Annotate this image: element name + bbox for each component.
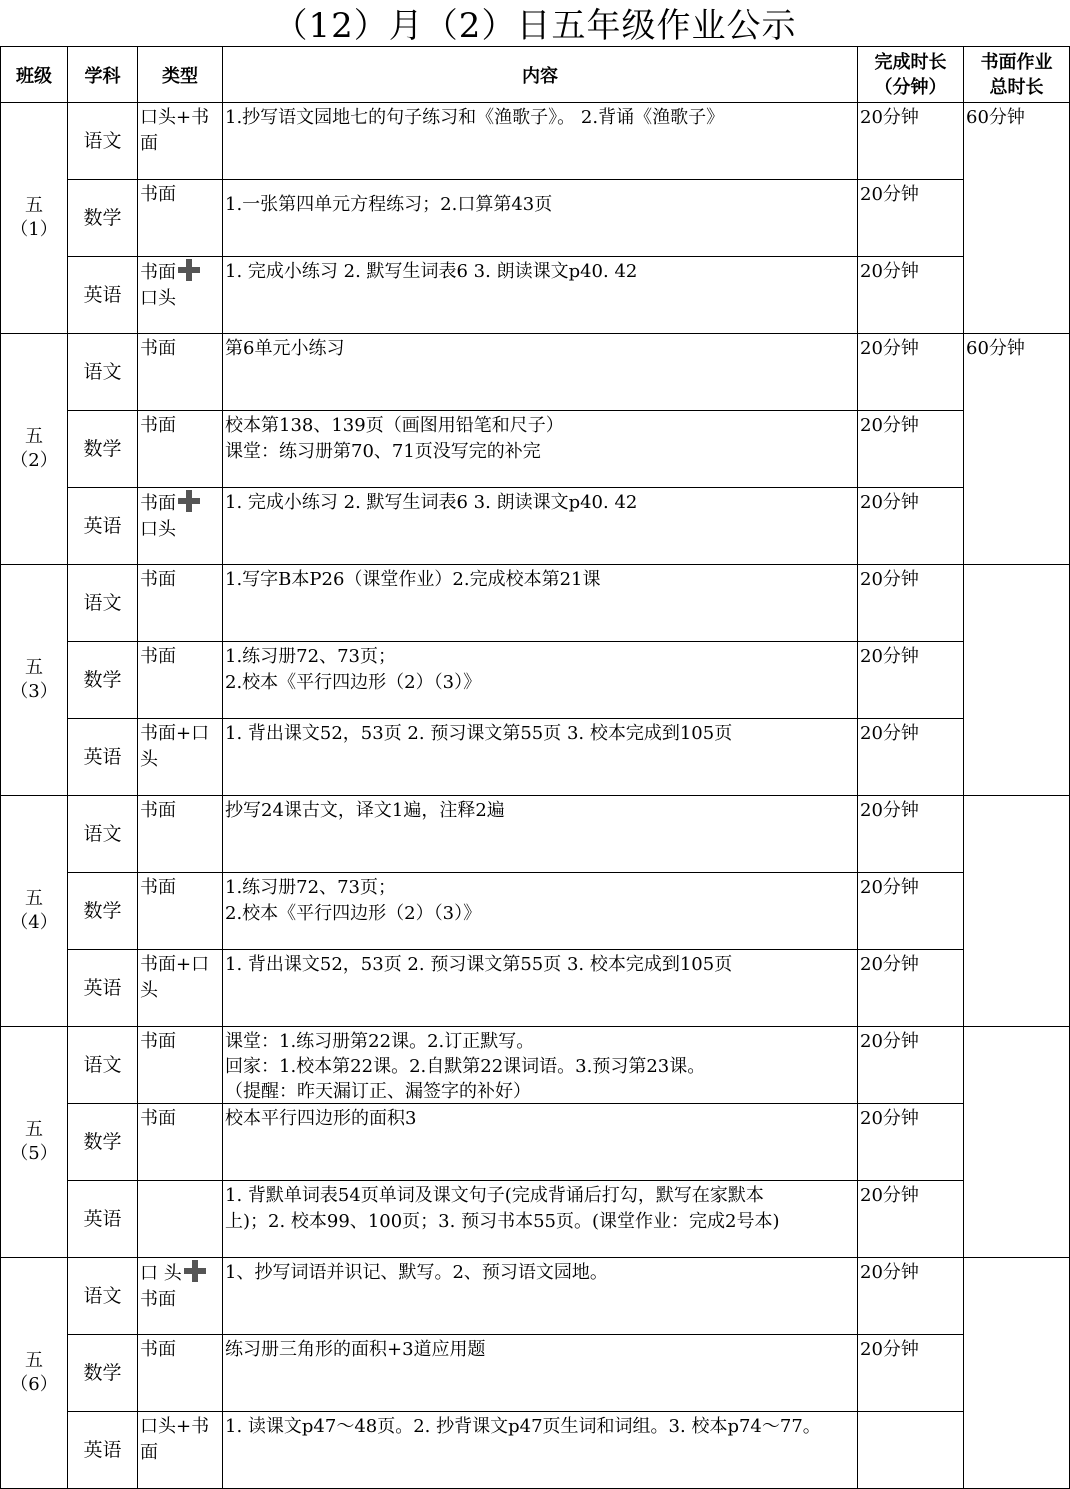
content-line: 1、抄写词语并识记、默写。2、预习语文园地。 <box>225 1262 608 1283</box>
time-cell: 20分钟 <box>858 1027 964 1104</box>
table-row <box>1 1104 1070 1181</box>
class-number: （6） <box>10 1374 58 1395</box>
content-cell <box>223 950 858 1027</box>
subject-cell: 数学 <box>68 180 138 257</box>
header-total-l1: 书面作业 <box>980 51 1053 73</box>
subject-cell: 英语 <box>68 1412 138 1489</box>
table-row <box>1 411 1070 488</box>
type-cell: 书面 <box>138 1104 223 1181</box>
subject-cell: 英语 <box>68 257 138 334</box>
type-cell: 口头+书面 <box>138 1412 223 1489</box>
type-label: 书面 <box>140 493 176 514</box>
content-line: 1. 完成小练习 2. 默写生词表6 3. 朗读课文p40. 42 <box>225 261 638 282</box>
table-row <box>1 180 1070 257</box>
class-cell <box>1 1027 68 1258</box>
time-cell: 20分钟 <box>858 565 964 642</box>
time-cell: 20分钟 <box>858 873 964 950</box>
header-duration <box>858 47 964 103</box>
time-cell: 20分钟 <box>858 1181 964 1258</box>
class-number: （3） <box>10 681 58 702</box>
time-cell: 20分钟 <box>858 257 964 334</box>
table-row <box>1 950 1070 1027</box>
table-row <box>1 873 1070 950</box>
type-cell: 书面 <box>138 1335 223 1412</box>
content-cell <box>223 565 858 642</box>
subject-cell: 语文 <box>68 103 138 180</box>
class-number: （5） <box>10 1143 58 1164</box>
type-cell: 书面 <box>138 180 223 257</box>
class-cell <box>1 796 68 1027</box>
class-name: 五 <box>25 426 43 447</box>
class-number: （2） <box>10 450 58 471</box>
class-cell <box>1 1258 68 1489</box>
table-row <box>1 719 1070 796</box>
type-cell <box>138 1258 223 1335</box>
content-cell <box>223 257 858 334</box>
header-subject: 学科 <box>68 47 138 103</box>
type-cell <box>138 1181 223 1258</box>
content-line: 课堂：练习册第70、71页没写完的补完 <box>225 441 541 462</box>
type-label-2: 书面 <box>140 1289 176 1310</box>
content-line: 1. 完成小练习 2. 默写生词表6 3. 朗读课文p40. 42 <box>225 492 638 513</box>
content-cell <box>223 1335 858 1412</box>
page-title: （12）月（2）日五年级作业公示 <box>273 6 797 46</box>
type-cell <box>138 488 223 565</box>
spacer <box>225 182 855 192</box>
time-cell: 20分钟 <box>858 642 964 719</box>
time-cell: 20分钟 <box>858 950 964 1027</box>
time-cell: 20分钟 <box>858 180 964 257</box>
type-cell: 书面 <box>138 796 223 873</box>
subject-cell: 数学 <box>68 873 138 950</box>
time-cell: 20分钟 <box>858 1335 964 1412</box>
content-line: 1. 背出课文52，53页 2. 预习课文第55页 3. 校本完成到105页 <box>225 954 733 975</box>
total-cell: 60分钟 <box>964 334 1070 565</box>
subject-cell: 语文 <box>68 1027 138 1104</box>
subject-cell: 语文 <box>68 565 138 642</box>
type-label-2: 口头 <box>140 288 176 309</box>
subject-cell: 英语 <box>68 488 138 565</box>
total-cell <box>964 1258 1070 1489</box>
subject-cell: 语文 <box>68 334 138 411</box>
homework-table <box>0 46 1070 1489</box>
type-cell: 书面+口头 <box>138 950 223 1027</box>
table-row <box>1 565 1070 642</box>
type-cell: 书面+口头 <box>138 719 223 796</box>
subject-cell: 语文 <box>68 796 138 873</box>
header-content: 内容 <box>223 47 858 103</box>
type-label: 口 头 <box>140 1263 182 1284</box>
class-cell <box>1 103 68 334</box>
content-cell <box>223 1027 858 1104</box>
table-row <box>1 1258 1070 1335</box>
header-row <box>1 47 1070 103</box>
content-line: 1. 背默单词表54页单词及课文句子(完成背诵后打勾，默写在家默本 <box>225 1185 764 1206</box>
table-row <box>1 1412 1070 1489</box>
table-row <box>1 1335 1070 1412</box>
subject-cell: 数学 <box>68 642 138 719</box>
subject-cell: 英语 <box>68 950 138 1027</box>
table-row <box>1 1027 1070 1104</box>
class-number: （1） <box>10 219 58 240</box>
type-cell <box>138 257 223 334</box>
type-cell: 书面 <box>138 642 223 719</box>
total-cell <box>964 1027 1070 1258</box>
content-line: 上)；2. 校本99、100页；3. 预习书本55页。(课堂作业：完成2号本) <box>225 1211 780 1232</box>
subject-cell: 数学 <box>68 1104 138 1181</box>
subject-cell: 语文 <box>68 1258 138 1335</box>
content-cell <box>223 796 858 873</box>
plus-icon <box>184 1260 206 1282</box>
content-line: 1.练习册72、73页； <box>225 646 396 667</box>
content-line: 回家：1.校本第22课。2.自默第22课词语。3.预习第23课。 <box>225 1056 706 1077</box>
total-cell: 60分钟 <box>964 103 1070 334</box>
content-cell <box>223 103 858 180</box>
time-cell: 20分钟 <box>858 1104 964 1181</box>
content-cell <box>223 1181 858 1258</box>
content-cell <box>223 873 858 950</box>
table-row <box>1 488 1070 565</box>
time-cell: 20分钟 <box>858 103 964 180</box>
content-line: 1. 背出课文52，53页 2. 预习课文第55页 3. 校本完成到105页 <box>225 723 733 744</box>
content-line: 2.校本《平行四边形（2）（3）》 <box>225 672 482 693</box>
table-row <box>1 642 1070 719</box>
type-cell: 书面 <box>138 565 223 642</box>
time-cell: 20分钟 <box>858 796 964 873</box>
content-cell <box>223 1104 858 1181</box>
subject-cell: 英语 <box>68 1181 138 1258</box>
content-cell <box>223 411 858 488</box>
table-row <box>1 103 1070 180</box>
content-line: 课堂：1.练习册第22课。2.订正默写。 <box>225 1031 535 1052</box>
content-line: 1.练习册72、73页； <box>225 877 396 898</box>
content-cell <box>223 1258 858 1335</box>
header-total-l2: 总时长 <box>989 76 1044 98</box>
subject-cell: 数学 <box>68 411 138 488</box>
header-class: 班级 <box>1 47 68 103</box>
table-row <box>1 1181 1070 1258</box>
total-cell <box>964 796 1070 1027</box>
header-type: 类型 <box>138 47 223 103</box>
content-line: 抄写24课古文，译文1遍，注释2遍 <box>225 800 505 821</box>
time-cell: 20分钟 <box>858 488 964 565</box>
plus-icon <box>178 259 200 281</box>
content-line: 1. 读课文p47～48页。2. 抄背课文p47页生词和词组。3. 校本p74～77。 <box>225 1416 821 1437</box>
type-label: 书面 <box>140 262 176 283</box>
content-cell <box>223 642 858 719</box>
content-line: 第6单元小练习 <box>225 338 345 359</box>
table-row <box>1 257 1070 334</box>
class-name: 五 <box>25 195 43 216</box>
content-cell <box>223 719 858 796</box>
time-cell: 20分钟 <box>858 334 964 411</box>
header-duration-l1: 完成时长 <box>874 51 947 73</box>
class-name: 五 <box>25 888 43 909</box>
class-cell <box>1 334 68 565</box>
header-total <box>964 47 1070 103</box>
type-cell: 书面 <box>138 334 223 411</box>
content-line: 练习册三角形的面积+3道应用题 <box>225 1339 486 1360</box>
content-cell <box>223 488 858 565</box>
content-line: （提醒：昨天漏订正、漏签字的补好） <box>225 1081 531 1101</box>
class-name: 五 <box>25 1350 43 1371</box>
header-duration-l2: （分钟） <box>874 76 947 98</box>
table-row <box>1 796 1070 873</box>
type-cell: 书面 <box>138 873 223 950</box>
content-line: 1.一张第四单元方程练习；2.口算第43页 <box>225 194 553 215</box>
class-number: （4） <box>10 912 58 933</box>
content-line: 校本第138、139页（画图用铅笔和尺子） <box>225 415 564 436</box>
content-cell <box>223 180 858 257</box>
plus-icon <box>178 490 200 512</box>
class-name: 五 <box>25 657 43 678</box>
content-cell <box>223 334 858 411</box>
time-cell: 20分钟 <box>858 1258 964 1335</box>
time-cell <box>858 1412 964 1489</box>
type-label-2: 口头 <box>140 519 176 540</box>
type-cell: 书面 <box>138 411 223 488</box>
time-cell: 20分钟 <box>858 719 964 796</box>
content-line: 2.校本《平行四边形（2）（3）》 <box>225 903 482 924</box>
content-line: 1.写字B本P26（课堂作业）2.完成校本第21课 <box>225 569 601 590</box>
type-cell: 口头+书面 <box>138 103 223 180</box>
time-cell: 20分钟 <box>858 411 964 488</box>
content-line: 校本平行四边形的面积3 <box>225 1108 417 1129</box>
class-cell <box>1 565 68 796</box>
content-line: 1.抄写语文园地七的句子练习和《渔歌子》。 2.背诵《渔歌子》 <box>225 107 725 128</box>
content-cell <box>223 1412 858 1489</box>
total-cell <box>964 565 1070 796</box>
type-cell: 书面 <box>138 1027 223 1104</box>
class-name: 五 <box>25 1119 43 1140</box>
subject-cell: 英语 <box>68 719 138 796</box>
subject-cell: 数学 <box>68 1335 138 1412</box>
table-row <box>1 334 1070 411</box>
